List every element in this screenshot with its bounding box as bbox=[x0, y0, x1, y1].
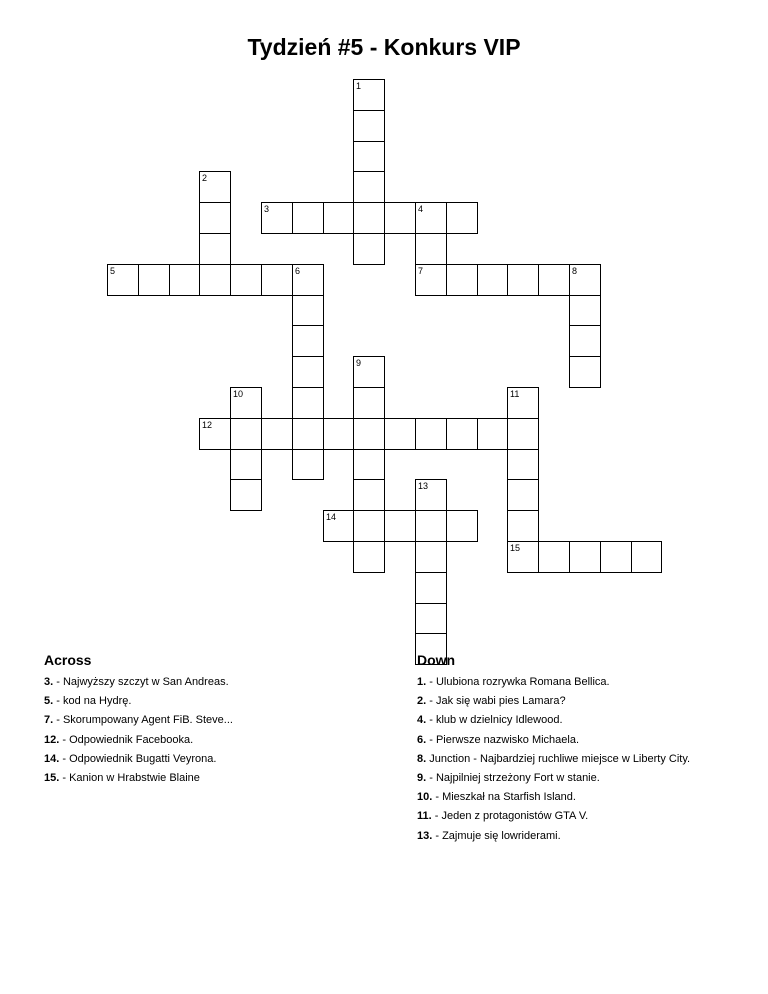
crossword-cell[interactable] bbox=[353, 141, 385, 172]
crossword-cell[interactable] bbox=[353, 79, 385, 111]
across-heading: Across bbox=[44, 652, 92, 668]
cell-number: 9 bbox=[356, 358, 362, 368]
cell-number: 7 bbox=[418, 266, 424, 276]
clue-number: 1. bbox=[417, 676, 427, 688]
down-heading: Down bbox=[417, 652, 456, 668]
crossword-cell[interactable] bbox=[353, 479, 385, 511]
clue-item bbox=[417, 695, 566, 707]
clue-text: - Jak się wabi pies Lamara? bbox=[426, 695, 566, 708]
clue-text: - Zajmuje się lowriderami. bbox=[432, 829, 561, 842]
clue-number: 8. bbox=[417, 752, 427, 765]
crossword-cell[interactable] bbox=[292, 356, 324, 388]
crossword-cell[interactable] bbox=[230, 479, 262, 511]
crossword-cell[interactable] bbox=[446, 418, 478, 450]
cell-number: 5 bbox=[110, 266, 116, 276]
crossword-cell[interactable] bbox=[507, 418, 539, 450]
crossword-cell[interactable] bbox=[292, 202, 324, 234]
clue-number: 10. bbox=[417, 791, 433, 804]
clue-number: 13. bbox=[417, 829, 433, 842]
cell-number: 1 bbox=[356, 81, 362, 91]
clue-number: 9. bbox=[417, 772, 427, 784]
crossword-cell[interactable] bbox=[415, 603, 447, 634]
clue-text: - Jeden z protagonistów GTA V. bbox=[431, 810, 589, 823]
crossword-cell[interactable] bbox=[199, 233, 231, 265]
crossword-cell[interactable] bbox=[353, 510, 385, 542]
crossword-cell[interactable] bbox=[538, 264, 570, 296]
clue-item bbox=[44, 734, 193, 746]
clue-item bbox=[417, 810, 588, 822]
crossword-cell[interactable] bbox=[477, 264, 508, 296]
crossword-cell[interactable] bbox=[292, 264, 324, 296]
crossword-cell[interactable] bbox=[230, 449, 262, 480]
crossword-cell[interactable] bbox=[323, 202, 354, 234]
crossword-cell[interactable] bbox=[353, 233, 385, 265]
crossword-cell[interactable] bbox=[353, 541, 385, 573]
clue-text: - Mieszkał na Starfish Island. bbox=[432, 791, 576, 804]
crossword-cell[interactable] bbox=[107, 264, 139, 296]
crossword-cell[interactable] bbox=[353, 110, 385, 142]
clue-item bbox=[417, 830, 561, 842]
crossword-cell[interactable] bbox=[507, 449, 539, 480]
crossword-cell[interactable] bbox=[169, 264, 200, 296]
clue-text: - Ulubiona rozrywka Romana Bellica. bbox=[426, 676, 610, 688]
clue-item bbox=[417, 676, 610, 688]
crossword-cell[interactable] bbox=[631, 541, 662, 573]
crossword-cell[interactable] bbox=[230, 418, 262, 450]
cell-number: 12 bbox=[202, 420, 213, 430]
clue-item bbox=[44, 772, 200, 784]
clue-number: 11. bbox=[417, 810, 432, 823]
cell-number: 3 bbox=[264, 204, 270, 214]
crossword-cell[interactable] bbox=[569, 356, 601, 388]
crossword-cell[interactable] bbox=[230, 264, 262, 296]
crossword-cell[interactable] bbox=[353, 418, 385, 450]
crossword-cell[interactable] bbox=[569, 325, 601, 357]
crossword-cell[interactable] bbox=[384, 510, 416, 542]
crossword-cell[interactable] bbox=[292, 387, 324, 419]
crossword-cell[interactable] bbox=[261, 418, 293, 450]
crossword-cell[interactable] bbox=[446, 264, 478, 296]
crossword-cell[interactable] bbox=[446, 510, 478, 542]
crossword-cell[interactable] bbox=[261, 264, 293, 296]
crossword-cell[interactable] bbox=[415, 418, 447, 450]
clue-text: - Pierwsze nazwisko Michaela. bbox=[426, 733, 580, 746]
clue-item bbox=[44, 695, 131, 707]
clue-number: 12. bbox=[44, 733, 60, 746]
clue-item bbox=[417, 714, 563, 726]
clue-number: 7. bbox=[44, 714, 54, 727]
crossword-cell[interactable] bbox=[569, 295, 601, 326]
clue-item bbox=[44, 676, 229, 688]
crossword-cell[interactable] bbox=[415, 233, 447, 265]
clue-number: 14. bbox=[44, 752, 60, 765]
clue-text: - Najwyższy szczyt w San Andreas. bbox=[53, 676, 229, 688]
crossword-cell[interactable] bbox=[569, 541, 601, 573]
crossword-cell[interactable] bbox=[199, 202, 231, 234]
cell-number: 13 bbox=[418, 481, 429, 491]
cell-number: 15 bbox=[510, 543, 521, 553]
clue-number: 2. bbox=[417, 695, 427, 708]
crossword-cell[interactable] bbox=[199, 171, 231, 203]
crossword-cell[interactable] bbox=[415, 202, 447, 234]
crossword-cell[interactable] bbox=[600, 541, 632, 573]
crossword-cell[interactable] bbox=[415, 264, 447, 296]
clue-text: - Najpilniej strzeżony Fort w stanie. bbox=[426, 772, 600, 784]
clue-number: 4. bbox=[417, 714, 427, 727]
crossword-cell[interactable] bbox=[353, 171, 385, 203]
clue-number: 15. bbox=[44, 772, 60, 784]
crossword-cell[interactable] bbox=[507, 264, 539, 296]
crossword-cell[interactable] bbox=[199, 264, 231, 296]
clue-number: 6. bbox=[417, 733, 427, 746]
cell-number: 4 bbox=[418, 204, 424, 214]
crossword-cell[interactable] bbox=[507, 479, 539, 511]
cell-number: 11 bbox=[510, 389, 520, 399]
clue-text: - kod na Hydrę. bbox=[53, 695, 132, 708]
clue-text: - klub w dzielnicy Idlewood. bbox=[426, 714, 563, 727]
clue-text: - Skorumpowany Agent FiB. Steve... bbox=[53, 714, 233, 727]
clue-text: Junction - Najbardziej ruchliwe miejsce w Liberty City. bbox=[426, 752, 691, 765]
clue-item bbox=[44, 753, 216, 765]
cell-number: 2 bbox=[202, 173, 208, 183]
crossword-cell[interactable] bbox=[323, 510, 354, 542]
crossword-cell[interactable] bbox=[384, 202, 416, 234]
crossword-cell[interactable] bbox=[292, 418, 324, 450]
crossword-cell[interactable] bbox=[353, 387, 385, 419]
crossword-cell[interactable] bbox=[415, 479, 447, 511]
cell-number: 10 bbox=[233, 389, 244, 399]
clue-item bbox=[417, 772, 600, 784]
cell-number: 14 bbox=[326, 512, 337, 522]
crossword-cell[interactable] bbox=[292, 295, 324, 326]
crossword-cell[interactable] bbox=[415, 572, 447, 604]
crossword-cell[interactable] bbox=[353, 356, 385, 388]
cell-number: 8 bbox=[572, 266, 578, 276]
clue-item bbox=[417, 734, 579, 746]
clue-number: 5. bbox=[44, 695, 54, 708]
clue-item bbox=[44, 714, 233, 726]
crossword-cell[interactable] bbox=[507, 541, 539, 573]
crossword-cell[interactable] bbox=[477, 418, 508, 450]
crossword-cell[interactable] bbox=[292, 449, 324, 480]
crossword-cell[interactable] bbox=[415, 541, 447, 573]
crossword-cell[interactable] bbox=[538, 541, 570, 573]
crossword-cell[interactable] bbox=[292, 325, 324, 357]
crossword-cell[interactable] bbox=[446, 202, 478, 234]
clue-text: - Odpowiednik Facebooka. bbox=[59, 733, 194, 746]
clue-item bbox=[417, 791, 576, 803]
clue-number: 3. bbox=[44, 676, 54, 688]
crossword-cell[interactable] bbox=[415, 510, 447, 542]
crossword-cell[interactable] bbox=[323, 418, 354, 450]
crossword-cell[interactable] bbox=[507, 387, 539, 419]
crossword-cell[interactable] bbox=[353, 202, 385, 234]
crossword-cell[interactable] bbox=[384, 418, 416, 450]
crossword-cell[interactable] bbox=[199, 418, 231, 450]
crossword-cell[interactable] bbox=[507, 510, 539, 542]
crossword-cell[interactable] bbox=[353, 449, 385, 480]
cell-number: 6 bbox=[295, 266, 301, 276]
crossword-cell[interactable] bbox=[138, 264, 170, 296]
crossword-cell[interactable] bbox=[230, 387, 262, 419]
clue-text: - Kanion w Hrabstwie Blaine bbox=[59, 772, 200, 784]
clue-item bbox=[417, 753, 690, 765]
page-title: Tydzień #5 - Konkurs VIP bbox=[247, 34, 521, 60]
crossword-cell[interactable] bbox=[261, 202, 293, 234]
clue-text: - Odpowiednik Bugatti Veyrona. bbox=[59, 752, 217, 765]
crossword-cell[interactable] bbox=[569, 264, 601, 296]
